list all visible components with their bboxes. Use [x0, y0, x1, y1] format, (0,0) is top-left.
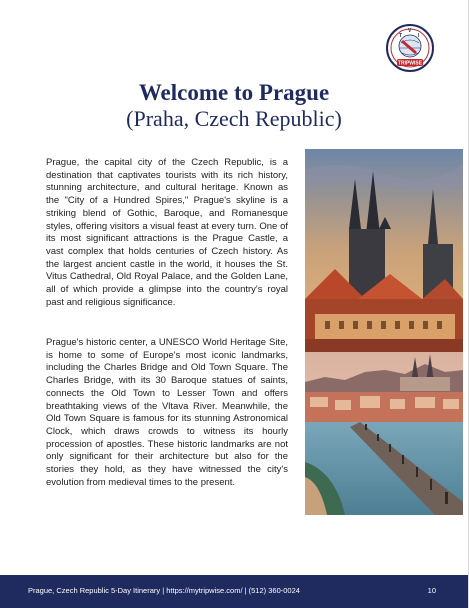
prague-old-town-photo	[305, 149, 463, 352]
landmarks-paragraph: Prague's historic center, a UNESCO World Heritage Site, is home to some of Europe's most iconic landmarks, including the Charles Bridge and Old Town Square. The Charles Bridge, with its 30 Baroque statues of saints, connects the Old Town to Lesser Town and offers breathtaking views of the Vltava River. Meanwhile, the Old Town Square is famous for its stunning Astronomical Clock, which draws crowds to witness its hourly procession of apostles. These historic landmarks are not only significant for their architecture but also for the stories they hold, as they have witnessed the city's evolution from medieval times to the present.	[46, 337, 288, 488]
page-subtitle: (Praha, Czech Republic)	[126, 106, 342, 131]
footer-bar	[0, 575, 468, 608]
intro-paragraph: Prague, the capital city of the Czech Republic, is a destination that captivates tourists with its rich history, stunning architecture, and cultural heritage. Known as the "City of a Hundred Spires," Prague's skyline is a striking blend of Gothic, Baroque, and Romanesque styles, offering visitors a visual feast at every turn. One of its most significant attractions is the Prague Castle, a vast complex that holds centuries of Czech history. As the largest ancient castle in the world, it houses the St. Vitus Cathedral, Old Royal Palace, and the Golden Lane, all of which provide a glimpse into the country's royal past and religious significance.	[46, 157, 288, 308]
svg-text:V: V	[408, 28, 412, 34]
page-title: Welcome to Prague	[138, 80, 330, 105]
svg-text:T: T	[399, 33, 403, 39]
page-heading	[0, 80, 468, 132]
page-number: 10	[427, 586, 436, 595]
logo-wordmark: TRIPWISE	[397, 60, 423, 67]
tripwise-logo	[385, 23, 435, 73]
svg-text:I: I	[418, 33, 420, 39]
charles-bridge-photo	[305, 352, 463, 515]
footer-contact-text: Prague, Czech Republic 5-Day Itinerary | https://mytripwise.com/ | (512) 360-0024	[28, 586, 300, 595]
